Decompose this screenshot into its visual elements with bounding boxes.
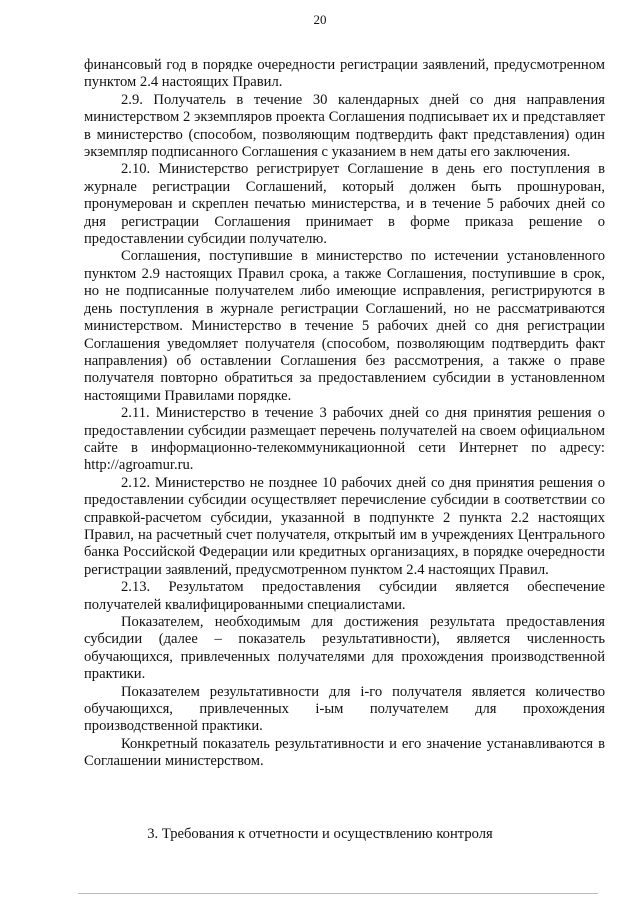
document-body xyxy=(84,57,605,771)
bottom-divider xyxy=(78,893,598,894)
section-heading: 3. Требования к отчетности и осуществлению контроля xyxy=(147,826,493,842)
paragraph-late-agreements: Соглашения, поступившие в министерство по истечении установленного пунктом 2.9 настоящих Правил срока, а также Соглашения, поступившие в срок, но не подписанные получателем либо имеющие исправления, регистрируются в день поступления в журнале регистрации Соглашений, но не рассматриваются министерством. Министерство в течение 5 рабочих дней со дня регистрации Соглашения уведомляет получателя (способом, позволяющим подтвердить факт направления) об оставлении Соглашения без рассмотрения, а также о праве получателя повторно обратиться за предоставлением субсидии в установленном настоящими Правилами порядке. xyxy=(84,248,605,404)
paragraph-2-10: 2.10. Министерство регистрирует Соглашение в день его поступления в журнале регистрации Соглашений, который должен быть прошнурован, пронумерован и скреплен печатью министерства, и в течение 5 рабочих дней со дня регистрации Соглашения принимает в форме приказа решение о предоставлении субсидии получателю. xyxy=(84,161,605,248)
paragraph-2-12: 2.12. Министерство не позднее 10 рабочих дней со дня принятия решения о предоставлении субсидии осуществляет перечисление субсидии в соответствии со справкой-расчетом субсидии, указанной в подпункте 2 пункта 2.2 настоящих Правил, на расчетный счет получателя, открытый им в учреждениях Центрального банка Российской Федерации или кредитных организациях, в порядке очередности регистрации заявлений, предусмотренном пунктом 2.4 настоящих Правил. xyxy=(84,474,605,578)
paragraph-continuation: финансовый год в порядке очередности регистрации заявлений, предусмотренном пунктом 2.4 настоящих Правил. xyxy=(84,57,605,91)
paragraph-indicator-value: Конкретный показатель результативности и его значение устанавливаются в Соглашении министерством. xyxy=(84,735,605,770)
page-number: 20 xyxy=(313,12,327,27)
paragraph-2-13: 2.13. Результатом предоставления субсидии является обеспечение получателей квалифицированными специалистами. xyxy=(84,579,605,613)
paragraph-result-indicator: Показателем, необходимым для достижения результата предоставления субсидии (далее – показатель результативности), является численность обучающихся, привлеченных получателями для прохождения производственной практики. xyxy=(84,614,605,683)
paragraph-i-recipient-indicator: Показателем результативности для i-го получателя является количество обучающихся, привлеченных i-ым получателем для прохождения производственной практики. xyxy=(84,683,605,735)
paragraph-2-9: 2.9. Получатель в течение 30 календарных дней со дня направления министерством 2 экземпляров проекта Соглашения подписывает их и представляет в министерство (способом, позволяющим подтвердить факт представления) один экземпляр подписанного Соглашения с указанием в нем даты его заключения. xyxy=(84,91,605,161)
paragraph-2-11: 2.11. Министерство в течение 3 рабочих дней со дня принятия решения о предоставлении субсидии размещает перечень получателей на своем официальном сайте в информационно-телекоммуникационной сети Интернет по адресу: http://agroamur.ru. xyxy=(84,405,605,474)
